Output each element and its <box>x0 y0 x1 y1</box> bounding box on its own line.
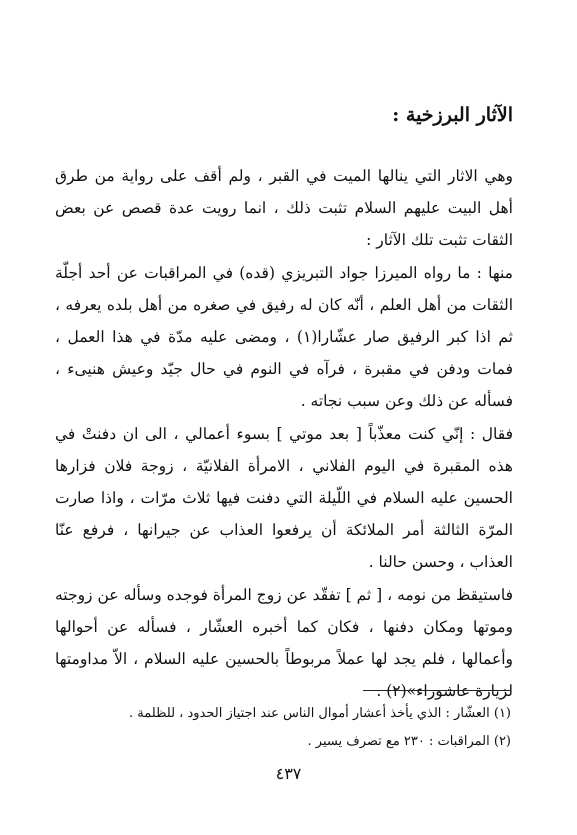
body-text <box>55 160 513 707</box>
paragraph: منها : ما رواه الميرزا جواد التبريزي (قده) في المراقبات عن أحد أجلّة الثقات من أهل العلم ، أنّه كان له رفيق في صغره من أهل بلده يعرفه ، ثم اذا كبر الرفيق صار عشّارا(١) ، ومضى عليه مدّة في هذا العمل ، فمات ودفن في مقبرة ، فرآه في النوم في حال جيّد وعيش هنيىء ، فسأله عن ذلك وعن سبب نجاته . <box>55 263 513 411</box>
section-heading: الآثار البرزخية : <box>392 104 513 126</box>
paragraph: فقال : إنّي كنت معذّباً [ بعد موتي ] بسوء أعمالي ، الى ان دفنتْ في هذه المقبرة في اليوم الفلاني ، الامرأة الفلانيّة ، زوجة فلان فزارها الحسين عليه السلام في اللّيلة التي دفنت فيها ثلاث مرّات ، واذا صارت المرّة الثالثة أمر الملائكة أن يرفعوا العذاب عن جيرانها ، فرفع عنّا العذاب ، وحسن حالنا . <box>55 424 513 572</box>
footnotes <box>63 700 511 756</box>
page-number: ٤٣٧ <box>275 764 302 783</box>
footnote: (٢) المراقبات : ٢٣٠ مع تصرف يسير . <box>307 734 511 749</box>
paragraph: وهي الاثار التي ينالها الميت في القبر ، ولم أقف على رواية من طرق أهل البيت عليهم السلام تثبت ذلك ، انما رويت عدة قصص عن بعض الثقات تثبت تلك الآثار : <box>55 167 513 250</box>
footnote-divider <box>363 690 511 691</box>
footnote: (١) العشّار : الذي يأخذ أعشار أموال الناس عند اجتياز الحدود ، للظلمة . <box>129 706 511 721</box>
paragraph: فاستيقظ من نومه ، [ ثم ] تفقّد عن زوج المرأة فوجده وسأله عن زوجته وموتها ومكان دفنها ، فكان كما أخبره العشّار ، فسأله عن أحوالها وأعمالها ، فلم يجد لها عملاً مربوطاً بالحسين عليه السلام ، الاّ مداومتها لزيارة عاشوراء»(٢) . <box>55 585 513 701</box>
